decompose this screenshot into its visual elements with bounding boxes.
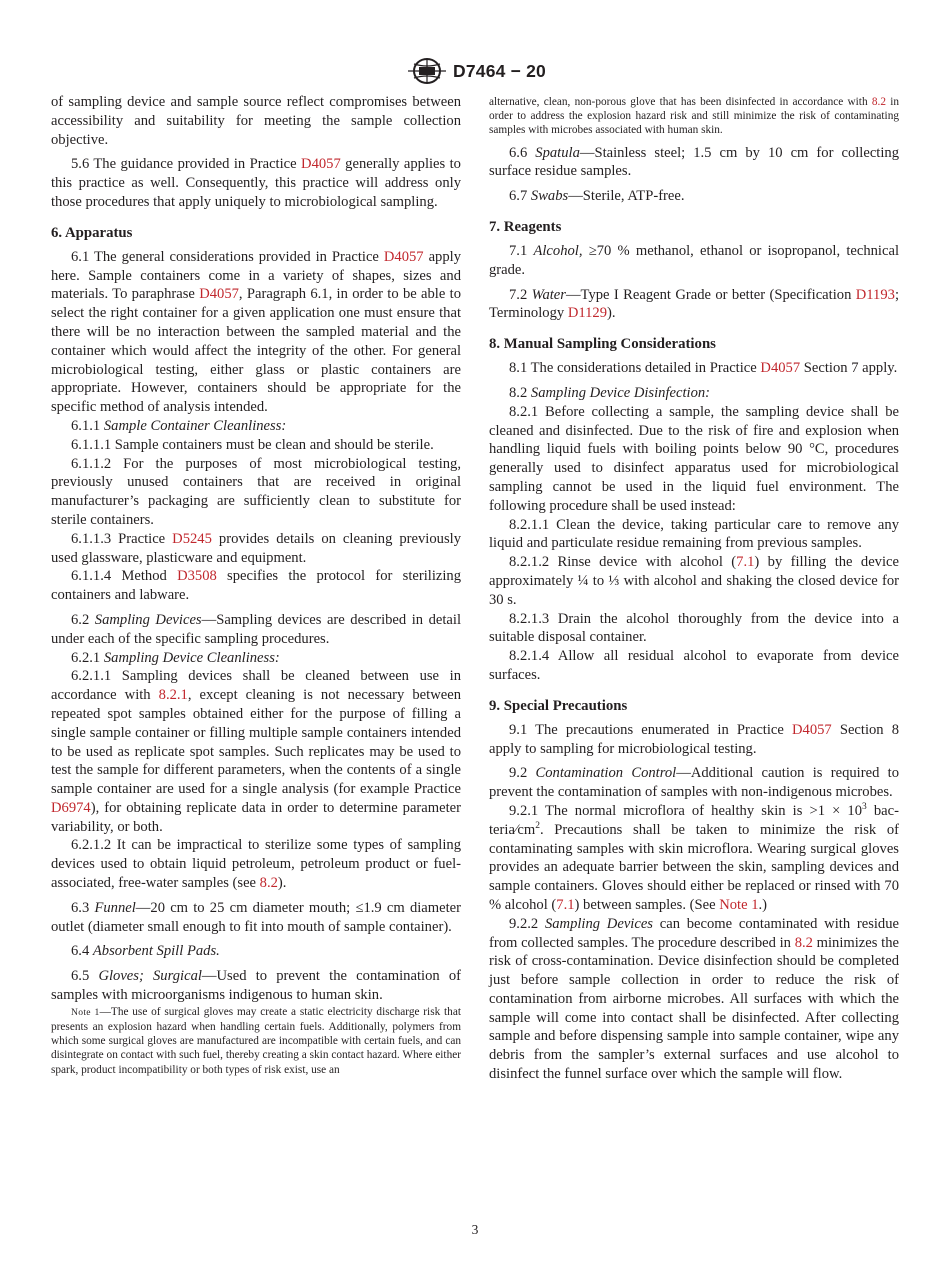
note-1: Note 1—The use of surgical gloves may create a static electricity discharge risk that presents an explosion hazard when handling certain fuels. Additionally, polymers from which some surgical gloves are manufactured are incompatible with certain fuels, and can disintegrate on contact with such fuel, thereby creating a skin contact hazard. Where either spark, product incompatibility or both types of risk exist, use an [51, 1005, 461, 1076]
ref-link-d4057[interactable]: D4057 [301, 156, 341, 173]
paragraph-8-2-1-4: 8.2.1.4 Allow all residual alcohol to evaporate from device surfaces. [489, 648, 899, 683]
ref-link-8-2-1[interactable]: 8.2.1 [158, 687, 188, 704]
paragraph-6-2-1: 6.2.1 Sampling Device Cleanliness: [71, 649, 280, 666]
section-heading-reagents: 7. Reagents [489, 219, 562, 235]
paragraph-5-5-cont: of sampling device and sample source reflect compromises between accessibility and suitability for meeting the sample collection objective. [51, 94, 461, 148]
astm-logo-icon [404, 58, 450, 84]
page-number: 3 [471, 1222, 479, 1237]
ref-link-d4057[interactable]: D4057 [383, 248, 424, 265]
paragraph-6-7: 6.7 Swabs—Sterile, ATP-free. [509, 188, 685, 205]
right-column [489, 95, 899, 1084]
paragraph-8-2-1-3: 8.2.1.3 Drain the alcohol thoroughly from the device into a suitable disposal container. [489, 610, 899, 646]
paragraph-6-5: 6.5 Gloves; Surgical—Used to prevent the contamination of samples with microorganisms indigenous to human skin. [51, 968, 462, 1004]
ref-link-d5245[interactable]: D5245 [172, 530, 212, 547]
paragraph-8-1: 8.1 The considerations detailed in Practice D4057 Section 7 apply. [509, 360, 898, 377]
ref-link-d4057[interactable]: D4057 [760, 360, 801, 377]
note-1-cont: alternative, clean, non-porous glove that has been disinfected in accordance with 8.2 in order to address the explosion hazard risk and still minimize the risk of contaminating samples with microbes associated with human skin. [489, 96, 899, 137]
paragraph-5-6: 5.6 The guidance provided in Practice D4057 generally applies to this practice as well. Consequently, this practice will address only those procedures that apply uniquely to microbiological sampling. [51, 156, 461, 210]
ref-link-8-2[interactable]: 8.2 [259, 875, 278, 892]
paragraph-6-6: 6.6 Spatula—Stainless steel; 1.5 cm by 10 cm for collecting surface residue samples. [489, 144, 900, 180]
ref-link-d1129[interactable]: D1129 [567, 305, 608, 322]
paragraph-7-2: 7.2 Water—Type I Reagent Grade or better (Specification D1193; Terminology D1129). [489, 286, 899, 322]
ref-link-7-1[interactable]: 7.1 [736, 554, 755, 571]
paragraph-9-2: 9.2 Contamination Control—Additional caution is required to prevent the contamination of samples with non-indigenous microbes. [489, 765, 899, 801]
paragraph-6-1-1: 6.1.1 Sample Container Cleanliness: [71, 417, 287, 434]
paragraph-8-2-1: 8.2.1 Before collecting a sample, the sampling device shall be cleaned and disinfected. Due to the risk of fire and explosion when handling liquid fuels with boiling points below 90 °C, procedures generally used to disinfect apparatus used for microbiological sampling cannot be used in the liquid fuel environment. The following procedure shall be used instead: [489, 403, 899, 514]
paragraph-9-1: 9.1 The precautions enumerated in Practice D4057 Section 8 apply to sampling for microbiological testing. [489, 721, 899, 757]
section-heading-manual-sampling: 8. Manual Sampling Considerations [489, 336, 716, 353]
ref-link-d4057[interactable]: D4057 [791, 721, 832, 738]
paragraph-6-4: 6.4 Absorbent Spill Pads. [71, 943, 220, 960]
paragraph-8-2-1-2: 8.2.1.2 Rinse device with alcohol (7.1) by filling the device approximately ¼ to ⅓ with alcohol and shaking the closed device for 30 s. [489, 554, 899, 608]
ref-link-d4057[interactable]: D4057 [199, 286, 239, 303]
left-column [51, 93, 461, 1077]
paragraph-6-2: 6.2 Sampling Devices—Sampling devices are described in detail under each of the specific sampling procedures. [51, 611, 462, 647]
paragraph-6-1-1-2: 6.1.1.2 For the purposes of most microbiological testing, previously unused containers that are received in original manufacturer’s packaging are sufficiently clean to substitute for sterile containers. [51, 455, 461, 528]
section-heading-apparatus: 6. Apparatus [51, 224, 133, 241]
ref-link-8-2[interactable]: 8.2 [871, 96, 886, 108]
ref-link-note-1[interactable]: Note 1 [719, 896, 759, 913]
ref-link-d1193[interactable]: D1193 [855, 286, 895, 303]
paragraph-6-3: 6.3 Funnel—20 cm to 25 cm diameter mouth; ≤1.9 cm diameter outlet (diameter small enough to fit into mouth of sample container). [51, 899, 461, 935]
paragraph-6-1-1-4: 6.1.1.4 Method D3508 specifies the protocol for sterilizing containers and labware. [51, 568, 461, 604]
page-header [0, 56, 950, 86]
ref-link-8-2[interactable]: 8.2 [794, 934, 813, 951]
paragraph-6-2-1-2: 6.2.1.2 It can be impractical to sterilize some types of sampling devices used to obtain liquid petroleum, petroleum product or fuel-associated, free-water samples (see 8.2). [51, 837, 461, 892]
paragraph-9-2-1: 9.2.1 The normal microflora of healthy skin is $>1 \times 10^3$ $bacteria⁄cm^2$. Precautions shall be taken to minimize the risk of contaminating samples with skin microflora. Wearing surgical gloves provides an adequate barrier between the skin, sampling devices and sample containers. Gloves should either be replaced or rinsed with 70 % alcohol (7.1) between samples. (See Note 1.) [489, 801, 899, 913]
paragraph-7-1: 7.1 Alcohol, ≥70 % methanol, ethanol or isopropanol, technical grade. [489, 243, 899, 278]
ref-link-d6974[interactable]: D6974 [51, 799, 91, 816]
paragraph-8-2: 8.2 Sampling Device Disinfection: [509, 384, 711, 401]
paragraph-9-2-2: 9.2.2 Sampling Devices can become contaminated with residue from collected samples. The procedure described in 8.2 minimizes the risk of cross-contamination. Device disinfection should be completed just before sample collection in order to reduce the risk of contamination from airborne microbes. All surfaces with which the sample will come into contact shall be disinfected. After collecting sample and before dispensing sample into sample container, wipe any debris from the sampler’s external surfaces and use alcohol to disinfect the funnel surface over which the sample will flow. [489, 915, 900, 1083]
paragraph-6-2-1-1: 6.2.1.1 Sampling devices shall be cleaned between use in accordance with 8.2.1, except cleaning is not necessary between repeated spot samples obtained either for the purpose of filling a single sample container or filling multiple sample containers intended to be used as replicate spot samples. Such replicates may be used to test the sample for different parameters, when the contents of a single sample container are used for a single analysis (for example Practice D6974), for obtaining replicate data in order to determine parameter variability, or both. [51, 668, 461, 835]
ref-link-d3508[interactable]: D3508 [177, 568, 217, 585]
paragraph-6-1: 6.1 The general considerations provided in Practice D4057 apply here. Sample containers come in a variety of shapes, sizes and materials. To paraphrase D4057, Paragraph 6.1, in order to be able to select the right container for a given application one must ensure that there will be no interaction between the sampled material and the container which would affect the integrity of the other. For general microbiological testing, either glass or plastic containers are appropriate. However, containers should be appropriate for the specific method of analysis intended. [51, 248, 461, 416]
document-designation: D7464 − 20 [453, 60, 546, 81]
section-heading-special-precautions: 9. Special Precautions [489, 697, 628, 714]
paragraph-6-1-1-3: 6.1.1.3 Practice D5245 provides details on cleaning previously used glassware, plasticware and equipment. [51, 530, 461, 566]
paragraph-8-2-1-1: 8.2.1.1 Clean the device, taking particular care to remove any liquid and particulate residue remaining from previous samples. [489, 516, 899, 552]
paragraph-6-1-1-1: 6.1.1.1 Sample containers must be clean and should be sterile. [71, 436, 434, 453]
ref-link-7-1[interactable]: 7.1 [556, 896, 575, 913]
note-label: Note 1 [71, 1006, 100, 1018]
